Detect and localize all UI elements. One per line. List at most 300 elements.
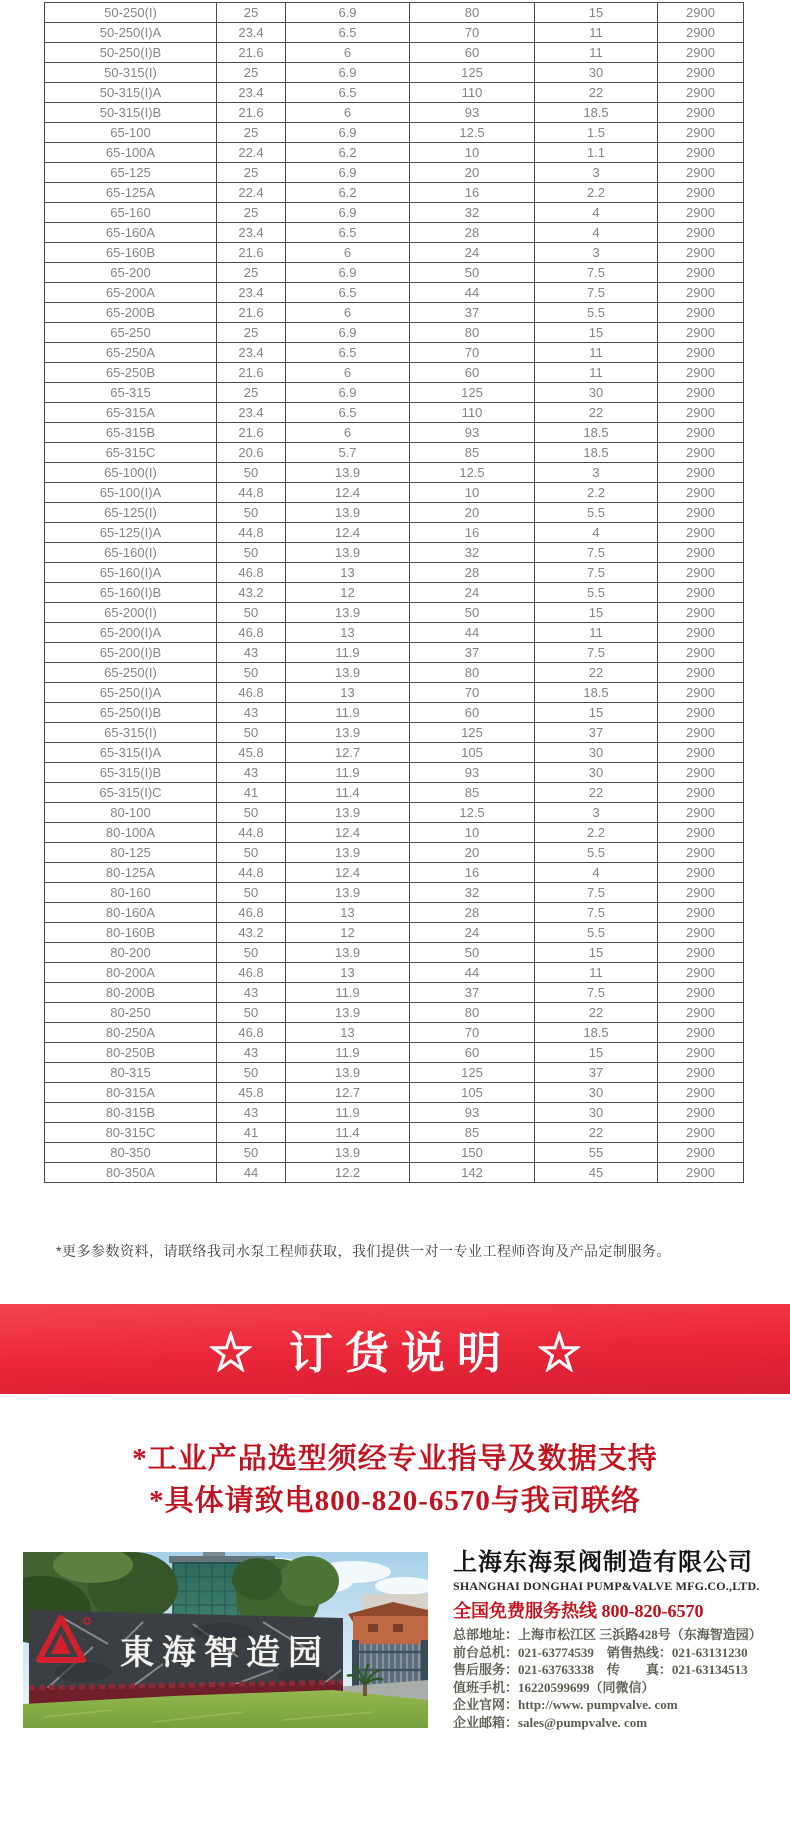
table-row: [45, 943, 744, 963]
table-row: [45, 1103, 744, 1123]
table-cell: 12.4: [286, 523, 410, 543]
table-cell: 6: [286, 303, 410, 323]
table-row: [45, 803, 744, 823]
table-row: [45, 1003, 744, 1023]
table-cell: 80-250: [45, 1003, 217, 1023]
table-cell: 6: [286, 363, 410, 383]
table-cell: 50-250(I)A: [45, 23, 217, 43]
table-cell: 105: [410, 1083, 535, 1103]
table-cell: 2900: [658, 183, 744, 203]
table-cell: 2900: [658, 883, 744, 903]
table-cell: 11.9: [286, 983, 410, 1003]
table-cell: 11.4: [286, 783, 410, 803]
table-cell: 2900: [658, 43, 744, 63]
table-cell: 18.5: [535, 423, 658, 443]
table-row: [45, 3, 744, 23]
table-cell: 2900: [658, 363, 744, 383]
table-cell: 50-315(I)A: [45, 83, 217, 103]
table-cell: 2900: [658, 1063, 744, 1083]
table-cell: 80-350A: [45, 1163, 217, 1183]
table-cell: 2900: [658, 1143, 744, 1163]
table-cell: 50: [410, 943, 535, 963]
table-cell: 65-125(I)A: [45, 523, 217, 543]
table-cell: 37: [535, 723, 658, 743]
table-row: [45, 543, 744, 563]
table-cell: 80: [410, 3, 535, 23]
table-cell: 44.8: [217, 863, 286, 883]
table-cell: 5.5: [535, 923, 658, 943]
table-row: [45, 1023, 744, 1043]
table-cell: 2900: [658, 483, 744, 503]
order-instructions-banner: [0, 1304, 790, 1394]
table-cell: 13.9: [286, 463, 410, 483]
table-row: [45, 483, 744, 503]
table-cell: 43.2: [217, 583, 286, 603]
table-cell: 11.9: [286, 1103, 410, 1123]
table-cell: 50: [217, 543, 286, 563]
table-cell: 6.2: [286, 143, 410, 163]
table-cell: 2900: [658, 683, 744, 703]
table-cell: 65-315C: [45, 443, 217, 463]
table-cell: 65-315(I): [45, 723, 217, 743]
table-cell: 2900: [658, 423, 744, 443]
table-cell: 142: [410, 1163, 535, 1183]
table-cell: 85: [410, 443, 535, 463]
table-cell: 80-315A: [45, 1083, 217, 1103]
table-cell: 43: [217, 643, 286, 663]
table-cell: 30: [535, 743, 658, 763]
table-cell: 46.8: [217, 1023, 286, 1043]
table-cell: 4: [535, 863, 658, 883]
table-cell: 30: [535, 63, 658, 83]
table-cell: 11.4: [286, 1123, 410, 1143]
table-cell: 13: [286, 623, 410, 643]
table-cell: 21.6: [217, 303, 286, 323]
table-cell: 11: [535, 623, 658, 643]
table-cell: 10: [410, 143, 535, 163]
table-cell: 2900: [658, 343, 744, 363]
table-cell: 6.9: [286, 383, 410, 403]
table-cell: 2900: [658, 103, 744, 123]
table-cell: 2900: [658, 583, 744, 603]
table-cell: 80-160A: [45, 903, 217, 923]
table-cell: 6.9: [286, 123, 410, 143]
table-cell: 7.5: [535, 983, 658, 1003]
table-cell: 30: [535, 1083, 658, 1103]
table-cell: 2900: [658, 603, 744, 623]
table-cell: 2900: [658, 663, 744, 683]
table-cell: 25: [217, 3, 286, 23]
table-cell: 2900: [658, 63, 744, 83]
table-cell: 28: [410, 223, 535, 243]
table-cell: 7.5: [535, 563, 658, 583]
table-cell: 3: [535, 243, 658, 263]
table-cell: 18.5: [535, 103, 658, 123]
table-cell: 2900: [658, 3, 744, 23]
table-cell: 65-160A: [45, 223, 217, 243]
table-cell: 11.9: [286, 643, 410, 663]
table-cell: 5.5: [535, 503, 658, 523]
table-cell: 6.5: [286, 23, 410, 43]
banner-title: ☆ 订货说明 ☆: [208, 1329, 594, 1378]
table-row: [45, 403, 744, 423]
table-row: [45, 263, 744, 283]
table-cell: 65-160(I)B: [45, 583, 217, 603]
table-cell: 2900: [658, 223, 744, 243]
table-cell: 23.4: [217, 403, 286, 423]
table-cell: 65-250B: [45, 363, 217, 383]
contact-detail-line: 售后服务：021-63763338 传 真：021-63134513: [453, 1662, 748, 1678]
table-row: [45, 743, 744, 763]
table-cell: 7.5: [535, 263, 658, 283]
table-cell: 2900: [658, 963, 744, 983]
table-row: [45, 63, 744, 83]
table-cell: 50: [410, 603, 535, 623]
table-cell: 80-125A: [45, 863, 217, 883]
table-cell: 80-160B: [45, 923, 217, 943]
table-cell: 3: [535, 463, 658, 483]
table-cell: 25: [217, 323, 286, 343]
table-cell: 4: [535, 203, 658, 223]
table-cell: 125: [410, 723, 535, 743]
table-cell: 50: [217, 723, 286, 743]
table-cell: 6: [286, 423, 410, 443]
table-cell: 2900: [658, 1163, 744, 1183]
table-cell: 22.4: [217, 143, 286, 163]
table-row: [45, 583, 744, 603]
table-cell: 50-250(I): [45, 3, 217, 23]
contact-detail-line: 总部地址：上海市松江区 三浜路428号（东海智造园）: [453, 1627, 762, 1642]
table-cell: 65-160(I): [45, 543, 217, 563]
table-cell: 23.4: [217, 223, 286, 243]
table-cell: 22: [535, 1123, 658, 1143]
table-cell: 11: [535, 363, 658, 383]
table-cell: 2900: [658, 383, 744, 403]
table-cell: 80-100: [45, 803, 217, 823]
table-cell: 125: [410, 1063, 535, 1083]
notice-line-2: *具体请致电800-820-6570与我司联络: [149, 1485, 641, 1517]
table-cell: 21.6: [217, 103, 286, 123]
table-cell: 2900: [658, 983, 744, 1003]
table-cell: 2900: [658, 903, 744, 923]
table-cell: 2900: [658, 23, 744, 43]
table-cell: 46.8: [217, 683, 286, 703]
table-cell: 2900: [658, 463, 744, 483]
table-row: [45, 863, 744, 883]
table-cell: 28: [410, 563, 535, 583]
table-row: [45, 243, 744, 263]
table-cell: 44: [410, 623, 535, 643]
table-cell: 2900: [658, 83, 744, 103]
table-cell: 6.5: [286, 343, 410, 363]
table-cell: 70: [410, 683, 535, 703]
table-row: [45, 123, 744, 143]
table-cell: 70: [410, 23, 535, 43]
table-cell: 12: [286, 583, 410, 603]
table-cell: 23.4: [217, 23, 286, 43]
table-row: [45, 903, 744, 923]
table-cell: 80-200B: [45, 983, 217, 1003]
table-cell: 50-250(I)B: [45, 43, 217, 63]
table-cell: 2900: [658, 863, 744, 883]
table-cell: 65-160: [45, 203, 217, 223]
table-cell: 22: [535, 663, 658, 683]
table-cell: 50: [217, 463, 286, 483]
contact-detail-line: 企业官网：http://www. pumpvalve. com: [453, 1697, 678, 1713]
table-cell: 13.9: [286, 603, 410, 623]
table-cell: 80-250B: [45, 1043, 217, 1063]
table-cell: 2900: [658, 563, 744, 583]
table-cell: 12.5: [410, 463, 535, 483]
table-cell: 50: [217, 943, 286, 963]
table-cell: 13.9: [286, 723, 410, 743]
table-row: [45, 1043, 744, 1063]
table-cell: 2900: [658, 763, 744, 783]
table-cell: 80-315: [45, 1063, 217, 1083]
table-cell: 41: [217, 783, 286, 803]
table-cell: 32: [410, 543, 535, 563]
table-cell: 43: [217, 1043, 286, 1063]
table-cell: 25: [217, 63, 286, 83]
table-cell: 15: [535, 323, 658, 343]
table-cell: 60: [410, 363, 535, 383]
table-cell: 65-250(I)A: [45, 683, 217, 703]
table-cell: 2900: [658, 323, 744, 343]
table-cell: 65-200(I)A: [45, 623, 217, 643]
table-row: [45, 783, 744, 803]
table-cell: 50: [217, 883, 286, 903]
table-cell: 2900: [658, 523, 744, 543]
table-cell: 11: [535, 343, 658, 363]
table-cell: 13.9: [286, 843, 410, 863]
table-cell: 24: [410, 243, 535, 263]
table-cell: 80: [410, 1003, 535, 1023]
table-cell: 43: [217, 1103, 286, 1123]
table-cell: 2.2: [535, 183, 658, 203]
table-cell: 2900: [658, 123, 744, 143]
table-cell: 43: [217, 703, 286, 723]
table-cell: 16: [410, 523, 535, 543]
table-cell: 60: [410, 1043, 535, 1063]
table-row: [45, 143, 744, 163]
contact-detail-line: 前台总机：021-63774539 销售热线：021-63131230: [453, 1644, 748, 1660]
table-cell: 5.5: [535, 303, 658, 323]
company-name: 上海东海泵阀制造有限公司: [453, 1549, 753, 1576]
table-cell: 25: [217, 163, 286, 183]
contact-details: [453, 1626, 762, 1732]
table-cell: 2900: [658, 203, 744, 223]
table-cell: 65-200B: [45, 303, 217, 323]
table-cell: 50: [217, 1003, 286, 1023]
table-cell: 65-200A: [45, 283, 217, 303]
table-cell: 7.5: [535, 283, 658, 303]
table-cell: 4: [535, 223, 658, 243]
table-cell: 13.9: [286, 543, 410, 563]
table-cell: 65-250A: [45, 343, 217, 363]
table-cell: 20: [410, 843, 535, 863]
table-cell: 22.4: [217, 183, 286, 203]
table-cell: 2900: [658, 623, 744, 643]
table-cell: 6: [286, 243, 410, 263]
table-cell: 30: [535, 763, 658, 783]
table-row: [45, 703, 744, 723]
table-cell: 6.5: [286, 403, 410, 423]
table-cell: 12.4: [286, 483, 410, 503]
table-cell: 5.7: [286, 443, 410, 463]
table-cell: 50-315(I): [45, 63, 217, 83]
company-name-en: SHANGHAI DONGHAI PUMP&VALVE MFG.CO.,LTD.: [453, 1579, 760, 1593]
table-cell: 4: [535, 523, 658, 543]
table-cell: 60: [410, 43, 535, 63]
table-row: [45, 503, 744, 523]
table-cell: 21.6: [217, 423, 286, 443]
table-row: [45, 343, 744, 363]
table-cell: 13.9: [286, 503, 410, 523]
table-cell: 10: [410, 483, 535, 503]
table-cell: 6.5: [286, 283, 410, 303]
table-cell: 60: [410, 703, 535, 723]
table-cell: 30: [535, 383, 658, 403]
table-cell: 46.8: [217, 623, 286, 643]
table-cell: 44.8: [217, 823, 286, 843]
table-cell: 13: [286, 1023, 410, 1043]
table-cell: 125: [410, 63, 535, 83]
table-cell: 50: [410, 263, 535, 283]
table-cell: 2900: [658, 783, 744, 803]
table-cell: 65-315: [45, 383, 217, 403]
table-cell: 37: [410, 303, 535, 323]
table-cell: 65-315(I)B: [45, 763, 217, 783]
table-cell: 65-100: [45, 123, 217, 143]
table-cell: 2900: [658, 503, 744, 523]
table-cell: 15: [535, 603, 658, 623]
table-cell: 6.9: [286, 163, 410, 183]
table-cell: 5.5: [535, 583, 658, 603]
table-cell: 44: [410, 283, 535, 303]
table-cell: 2900: [658, 1003, 744, 1023]
table-cell: 7.5: [535, 883, 658, 903]
table-cell: 65-200(I)B: [45, 643, 217, 663]
table-cell: 55: [535, 1143, 658, 1163]
table-cell: 6.9: [286, 263, 410, 283]
table-cell: 80-125: [45, 843, 217, 863]
table-cell: 23.4: [217, 83, 286, 103]
table-cell: 65-160B: [45, 243, 217, 263]
table-row: [45, 423, 744, 443]
table-cell: 50: [217, 603, 286, 623]
table-cell: 93: [410, 423, 535, 443]
table-cell: 2900: [658, 703, 744, 723]
table-cell: 2900: [658, 803, 744, 823]
table-cell: 80: [410, 323, 535, 343]
table-row: [45, 1083, 744, 1103]
table-cell: 65-315(I)C: [45, 783, 217, 803]
notice-line-1: *工业产品选型须经专业指导及数据支持: [132, 1443, 658, 1475]
table-row: [45, 203, 744, 223]
contact-detail-line: 值班手机：16220599699（同微信）: [453, 1679, 655, 1695]
table-cell: 43: [217, 763, 286, 783]
table-row: [45, 983, 744, 1003]
table-cell: 32: [410, 203, 535, 223]
table-cell: 2900: [658, 243, 744, 263]
table-cell: 150: [410, 1143, 535, 1163]
table-cell: 12.5: [410, 123, 535, 143]
table-cell: 45.8: [217, 743, 286, 763]
table-cell: 65-100A: [45, 143, 217, 163]
table-cell: 93: [410, 103, 535, 123]
table-row: [45, 323, 744, 343]
table-cell: 22: [535, 783, 658, 803]
table-row: [45, 283, 744, 303]
table-cell: 13.9: [286, 1003, 410, 1023]
table-cell: 105: [410, 743, 535, 763]
table-cell: 65-100(I)A: [45, 483, 217, 503]
table-cell: 80-350: [45, 1143, 217, 1163]
table-cell: 11.9: [286, 763, 410, 783]
table-cell: 3: [535, 803, 658, 823]
table-cell: 25: [217, 123, 286, 143]
table-row: [45, 623, 744, 643]
table-cell: 80-315B: [45, 1103, 217, 1123]
table-cell: 6.5: [286, 83, 410, 103]
table-cell: 46.8: [217, 963, 286, 983]
table-cell: 10: [410, 823, 535, 843]
table-cell: 70: [410, 1023, 535, 1043]
table-cell: 50-315(I)B: [45, 103, 217, 123]
table-footnote: *更多参数资料，请联络我司水泵工程师获取，我们提供一对一专业工程师咨询及产品定制服务。: [56, 1243, 671, 1259]
table-cell: 2900: [658, 543, 744, 563]
table-cell: 50: [217, 663, 286, 683]
table-row: [45, 523, 744, 543]
table-cell: 44.8: [217, 483, 286, 503]
table-cell: 45: [535, 1163, 658, 1183]
table-cell: 15: [535, 703, 658, 723]
table-cell: 12.4: [286, 863, 410, 883]
table-cell: 110: [410, 403, 535, 423]
table-row: [45, 663, 744, 683]
table-cell: 2900: [658, 723, 744, 743]
table-cell: 2900: [658, 163, 744, 183]
table-row: [45, 963, 744, 983]
table-cell: 6.5: [286, 223, 410, 243]
table-row: [45, 363, 744, 383]
table-row: [45, 43, 744, 63]
table-cell: 65-315B: [45, 423, 217, 443]
table-cell: 41: [217, 1123, 286, 1143]
table-cell: 13.9: [286, 1143, 410, 1163]
table-cell: 2900: [658, 303, 744, 323]
table-cell: 12.5: [410, 803, 535, 823]
table-row: [45, 883, 744, 903]
table-cell: 2900: [658, 743, 744, 763]
table-cell: 24: [410, 923, 535, 943]
table-row: [45, 1123, 744, 1143]
table-cell: 80-200A: [45, 963, 217, 983]
table-cell: 11: [535, 23, 658, 43]
table-cell: 93: [410, 763, 535, 783]
table-cell: 65-200: [45, 263, 217, 283]
table-cell: 37: [410, 643, 535, 663]
table-cell: 85: [410, 783, 535, 803]
table-cell: 21.6: [217, 243, 286, 263]
table-cell: 2900: [658, 1023, 744, 1043]
table-cell: 2900: [658, 143, 744, 163]
table-cell: 15: [535, 1043, 658, 1063]
table-cell: 65-315A: [45, 403, 217, 423]
table-cell: 13: [286, 903, 410, 923]
table-cell: 65-200(I): [45, 603, 217, 623]
table-cell: 12.7: [286, 1083, 410, 1103]
